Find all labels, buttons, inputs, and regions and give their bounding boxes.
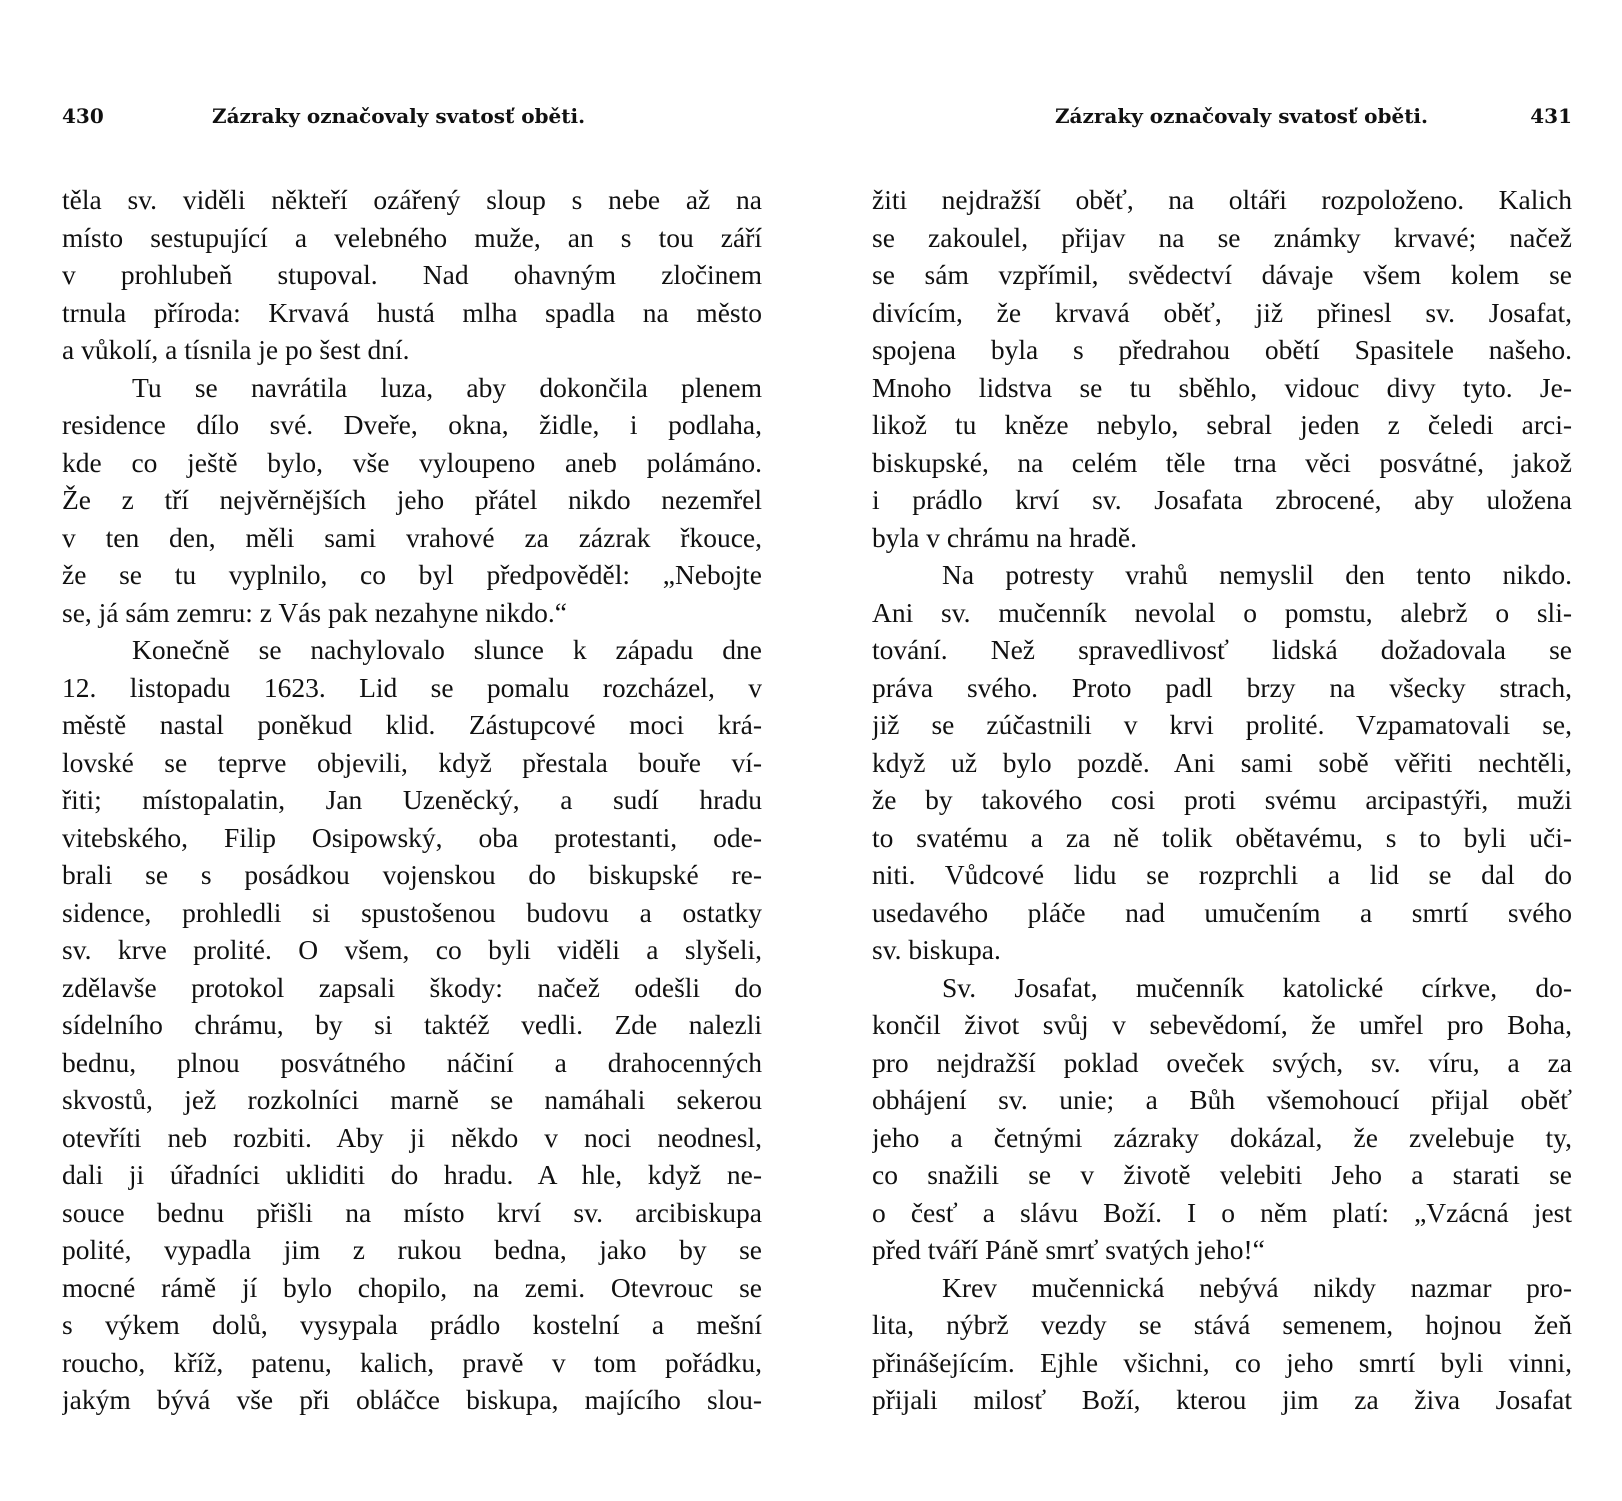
text-line: tování. Než spravedlivosť lidská dožadovala se (872, 634, 1572, 665)
text-line: to svatému a za ně tolik obětavému, s to byli uči- (872, 821, 1572, 853)
text-line: i prádlo krví sv. Josafata zbrocené, aby uložena (872, 484, 1572, 515)
text-line: Že z tří nejvěrnějších jeho přátel nikdo nezemřel (62, 484, 762, 515)
left-running-title: Zázraky označovaly svatosť oběti. (212, 104, 586, 128)
text-line: Na potresty vrahů nemyslil den tento nikdo. (942, 559, 1572, 590)
left-running-head (62, 104, 762, 134)
text-line: roucho, kříž, patenu, kalich, pravě v tom pořádku, (62, 1346, 762, 1378)
text-line: vitebského, Filip Osipowský, oba protestanti, ode- (62, 821, 762, 853)
text-line: městě nastal poněkud klid. Zástupcové moci krá- (62, 709, 762, 740)
text-line: o česť a slávu Boží. I o něm platí: „Vzácná jest (872, 1196, 1572, 1228)
text-line: 12. listopadu 1623. Lid se pomalu rozcházel, v (62, 671, 762, 703)
text-line: sv. krve prolité. O všem, co byli viděli a slyšeli, (62, 934, 762, 965)
text-line: biskupské, na celém těle trna věci posvátné, jakož (872, 446, 1572, 478)
text-line: jeho a četnými zázraky dokázal, že zvelebuje ty, (872, 1121, 1572, 1153)
text-line: pro nejdražší poklad oveček svých, sv. víru, a za (872, 1046, 1572, 1078)
right-running-head (872, 104, 1572, 134)
text-line: Mnoho lidstva se tu sběhlo, vidouc divy tyto. Je- (872, 371, 1572, 403)
text-line: co snažili se v životě velebiti Jeho a starati se (872, 1159, 1572, 1190)
text-line: skvostů, jež rozkolníci marně se namáhali sekerou (62, 1084, 762, 1115)
text-line: přijali milosť Boží, kterou jim za živa Josafat (872, 1384, 1572, 1415)
text-line: brali se s posádkou vojenskou do biskupské re- (62, 859, 762, 890)
text-line: Ani sv. mučenník nevolal o pomstu, alebrž o sli- (872, 596, 1572, 628)
text-line: zdělavše protokol zapsali škody: načež odešli do (62, 971, 762, 1003)
text-line: a vůkolí, a tísnila je po šest dní. (62, 334, 410, 365)
text-line: kde co ještě bylo, vše vyloupeno aneb polámáno. (62, 446, 762, 478)
text-line: sidence, prohledli si spustošenou budovu a ostatky (62, 896, 762, 928)
text-line: těla sv. viděli někteří ozářený sloup s nebe až na (62, 184, 762, 215)
right-running-title: Zázraky označovaly svatosť oběti. (1054, 104, 1428, 128)
right-page (872, 0, 1572, 1501)
right-body-text (872, 181, 1572, 1419)
left-page-number: 430 (62, 104, 104, 128)
text-line: dali ji úřadníci ukliditi do hradu. A hle, když ne- (62, 1159, 762, 1190)
text-line: v prohlubeň stupoval. Nad ohavným zločinem (62, 259, 762, 290)
left-page (62, 0, 762, 1501)
text-line: sv. biskupa. (872, 934, 1001, 965)
text-line: když už bylo pozdě. Ani sami sobě věřiti nechtěli, (872, 746, 1572, 778)
text-line: Tu se navrátila luza, aby dokončila plenem (132, 371, 762, 403)
text-line: otevříti neb rozbiti. Aby ji někdo v noci neodnesl, (62, 1121, 762, 1153)
text-line: trnula příroda: Krvavá hustá mlha spadla na město (62, 296, 762, 328)
text-line: řiti; místopalatin, Jan Uzeněcký, a sudí hradu (62, 784, 762, 815)
text-line: lovské se teprve objevili, když přestala bouře ví- (62, 746, 762, 778)
text-line: před tváří Páně smrť svatých jeho!“ (872, 1234, 1265, 1265)
text-line: se sám vzpřímil, svědectví dávaje všem kolem se (872, 259, 1572, 290)
text-line: že by takového cosi proti svému arcipastýři, muži (872, 784, 1572, 815)
text-line: se zakoulel, přijav na se známky krvavé; načež (872, 221, 1572, 253)
text-line: divícím, že krvavá oběť, již přinesl sv. Josafat, (872, 296, 1572, 328)
text-line: souce bednu přišli na místo krví sv. arcibiskupa (62, 1196, 762, 1228)
text-line: Sv. Josafat, mučenník katolické církve, do- (942, 971, 1572, 1003)
text-line: končil život svůj v sebevědomí, že umřel pro Boha, (872, 1009, 1572, 1040)
text-line: mocné rámě jí bylo chopilo, na zemi. Otevrouc se (62, 1271, 762, 1303)
left-body-text (62, 181, 762, 1419)
text-line: byla v chrámu na hradě. (872, 521, 1137, 553)
text-line: lita, nýbrž vezdy se stává semenem, hojnou žeň (872, 1309, 1572, 1340)
text-line: Krev mučennická nebývá nikdy nazmar pro- (942, 1271, 1572, 1303)
text-line: residence dílo své. Dveře, okna, židle, i podlaha, (62, 409, 762, 440)
text-line: v ten den, měli sami vrahové za zázrak řkouce, (62, 521, 762, 553)
text-line: spojena byla s předrahou obětí Spasitele našeho. (872, 334, 1572, 365)
text-line: sídelního chrámu, by si taktéž vedli. Zde nalezli (62, 1009, 762, 1040)
text-line: polité, vypadla jim z rukou bedna, jako by se (62, 1234, 762, 1265)
text-line: jakým bývá vše při obláčce biskupa, majícího slou- (62, 1384, 762, 1415)
text-line: bednu, plnou posvátného náčiní a drahocenných (62, 1046, 762, 1078)
text-line: s výkem dolů, vysypala prádlo kostelní a mešní (62, 1309, 762, 1340)
text-line: místo sestupující a velebného muže, an s tou září (62, 221, 762, 253)
right-page-number: 431 (1530, 104, 1572, 128)
text-line: usedavého pláče nad umučením a smrtí svého (872, 896, 1572, 928)
text-line: se, já sám zemru: z Vás pak nezahyne nikdo.“ (62, 596, 568, 628)
text-line: práva svého. Proto padl brzy na všecky strach, (872, 671, 1572, 703)
text-line: obhájení sv. unie; a Bůh všemohoucí přijal oběť (872, 1084, 1572, 1115)
text-line: žiti nejdražší oběť, na oltáři rozpoloženo. Kalich (872, 184, 1572, 215)
text-line: že se tu vyplnilo, co byl předpověděl: „Nebojte (62, 559, 762, 590)
text-line: likož tu kněze nebylo, sebral jeden z čeledi arci- (872, 409, 1572, 440)
text-line: niti. Vůdcové lidu se rozprchli a lid se dal do (872, 859, 1572, 890)
text-line: Konečně se nachylovalo slunce k západu dne (132, 634, 762, 665)
text-line: již se zúčastnili v krvi prolité. Vzpamatovali se, (872, 709, 1572, 740)
text-line: přinášejícím. Ejhle všichni, co jeho smrtí byli vinni, (872, 1346, 1572, 1378)
